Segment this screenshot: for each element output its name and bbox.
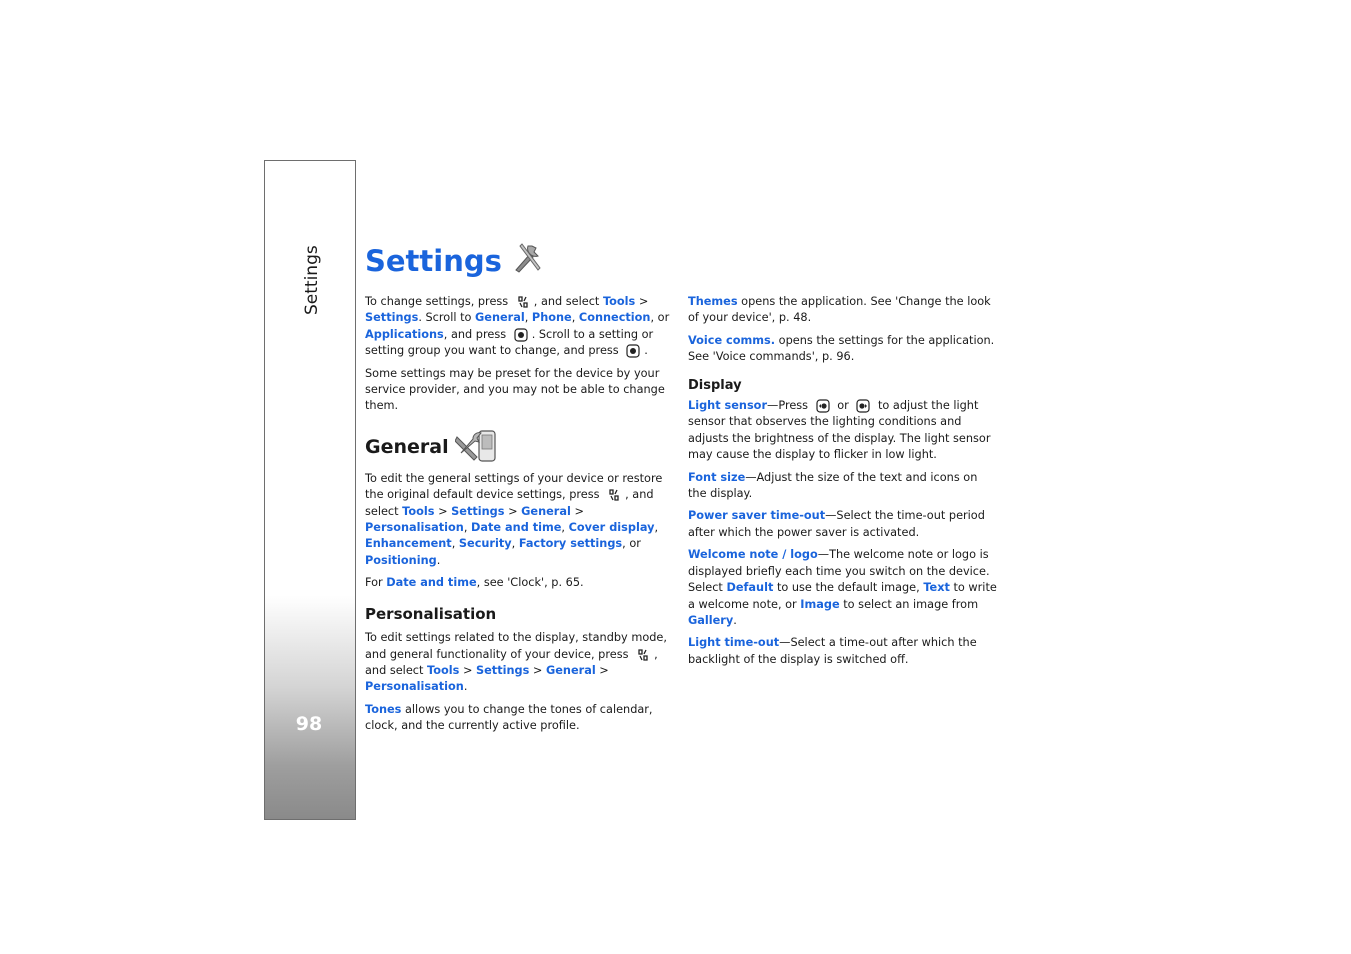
link-themes[interactable]: Themes <box>688 295 738 308</box>
menu-key-icon <box>607 488 621 502</box>
link-settings[interactable]: Settings <box>451 504 505 518</box>
link-tones[interactable]: Tones <box>365 702 402 716</box>
link-security[interactable]: Security <box>458 537 512 551</box>
link-factory-settings[interactable]: Factory settings <box>518 537 623 551</box>
left-scroll-key-icon <box>816 399 830 413</box>
font-size-paragraph: Font size—Adjust the size of the text and icons on the display. <box>688 470 978 501</box>
link-date-and-time[interactable]: Date and time <box>471 521 562 535</box>
link-settings[interactable]: Settings <box>476 663 530 677</box>
link-positioning[interactable]: Positioning <box>365 553 437 567</box>
link-personalisation[interactable]: Personalisation <box>365 680 464 694</box>
display-heading: Display <box>688 377 742 393</box>
left-column <box>365 294 670 741</box>
page-number: 98 <box>295 713 323 735</box>
link-settings[interactable]: Settings <box>365 311 419 325</box>
link-date-and-time[interactable]: Date and time <box>386 576 477 590</box>
light-time-out-paragraph: Light time-out—Select a time-out after which the backlight of the display is switched off. <box>688 636 977 666</box>
joystick-key-icon <box>626 344 640 358</box>
link-tools[interactable]: Tools <box>402 504 435 518</box>
link-voice-comms[interactable]: Voice comms. <box>688 333 776 347</box>
right-column <box>688 294 998 674</box>
joystick-key-icon <box>514 328 528 342</box>
link-light-sensor[interactable]: Light sensor <box>688 399 768 413</box>
intro-note: Some settings may be preset for the device by your service provider, and you may not be able to change them. <box>365 366 665 413</box>
light-sensor-paragraph: Light sensor—Press or to adjust the light sensor that observes the lighting conditions and adjusts the brightness of the display. The light sensor may cause the display to flicker in low light. <box>688 399 991 462</box>
link-text[interactable]: Text <box>923 581 950 595</box>
link-cover-display[interactable]: Cover display <box>568 521 655 535</box>
link-tools[interactable]: Tools <box>427 663 460 677</box>
link-general[interactable]: General <box>521 504 571 518</box>
voice-comms-paragraph: Voice comms. opens the settings for the application. See 'Voice commands', p. 96. <box>688 333 995 364</box>
intro-paragraph: To change settings, press , and select Tools > Settings. Scroll to General, Phone, Connection, or Applications, and press . Scroll to a setting or setting group you want to change, and press . <box>365 295 670 358</box>
link-gallery[interactable]: Gallery <box>688 613 734 627</box>
general-settings-icon <box>455 429 499 465</box>
tones-paragraph: Tones allows you to change the tones of calendar, clock, and the currently active profile. <box>365 702 653 733</box>
link-personalisation[interactable]: Personalisation <box>365 521 464 535</box>
personalisation-heading: Personalisation <box>365 604 497 623</box>
link-power-saver-time-out[interactable]: Power saver time-out <box>688 509 826 523</box>
link-tools[interactable]: Tools <box>602 295 636 308</box>
general-heading: General <box>365 429 670 465</box>
themes-paragraph: Themes opens the application. See 'Change the look of your device', p. 48. <box>688 295 991 325</box>
date-time-reference: For Date and time, see 'Clock', p. 65. <box>365 576 584 590</box>
welcome-note-paragraph: Welcome note / logo—The welcome note or logo is displayed briefly each time you switch on the device. Select Default to use the default image, Text to write a welcome note, or Image to select an image from Gallery. <box>688 548 997 627</box>
menu-key-icon <box>516 295 530 309</box>
link-general[interactable]: General <box>545 663 596 677</box>
power-saver-paragraph: Power saver time-out—Select the time-out period after which the power saver is activated. <box>688 509 985 539</box>
right-scroll-key-icon <box>856 399 870 413</box>
link-connection[interactable]: Connection <box>578 311 651 325</box>
link-applications[interactable]: Applications <box>365 327 444 341</box>
page-title-text: Settings <box>365 243 502 278</box>
link-enhancement[interactable]: Enhancement <box>365 537 452 551</box>
link-font-size[interactable]: Font size <box>688 470 746 484</box>
link-image[interactable]: Image <box>800 597 840 611</box>
page-title <box>365 240 544 281</box>
general-paragraph: To edit the general settings of your device or restore the original default device settings, press , and select Tools > Settings > General > Personalisation, Date and time, Cover display, Enhancement, Security, Factory settings, or Positioning. <box>365 471 663 567</box>
link-general[interactable]: General <box>475 311 525 325</box>
wrench-icon <box>510 240 544 281</box>
link-welcome-note-logo[interactable]: Welcome note / logo <box>688 548 818 562</box>
link-default[interactable]: Default <box>726 581 774 595</box>
link-phone[interactable]: Phone <box>531 311 572 325</box>
link-light-time-out[interactable]: Light time-out <box>688 636 780 650</box>
personalisation-paragraph: To edit settings related to the display, standby mode, and general functionality of your device, press , and select Tools > Settings > General > Personalisation. <box>365 631 667 694</box>
menu-key-icon <box>636 648 650 662</box>
sidebar-section-title: Settings <box>302 245 322 315</box>
